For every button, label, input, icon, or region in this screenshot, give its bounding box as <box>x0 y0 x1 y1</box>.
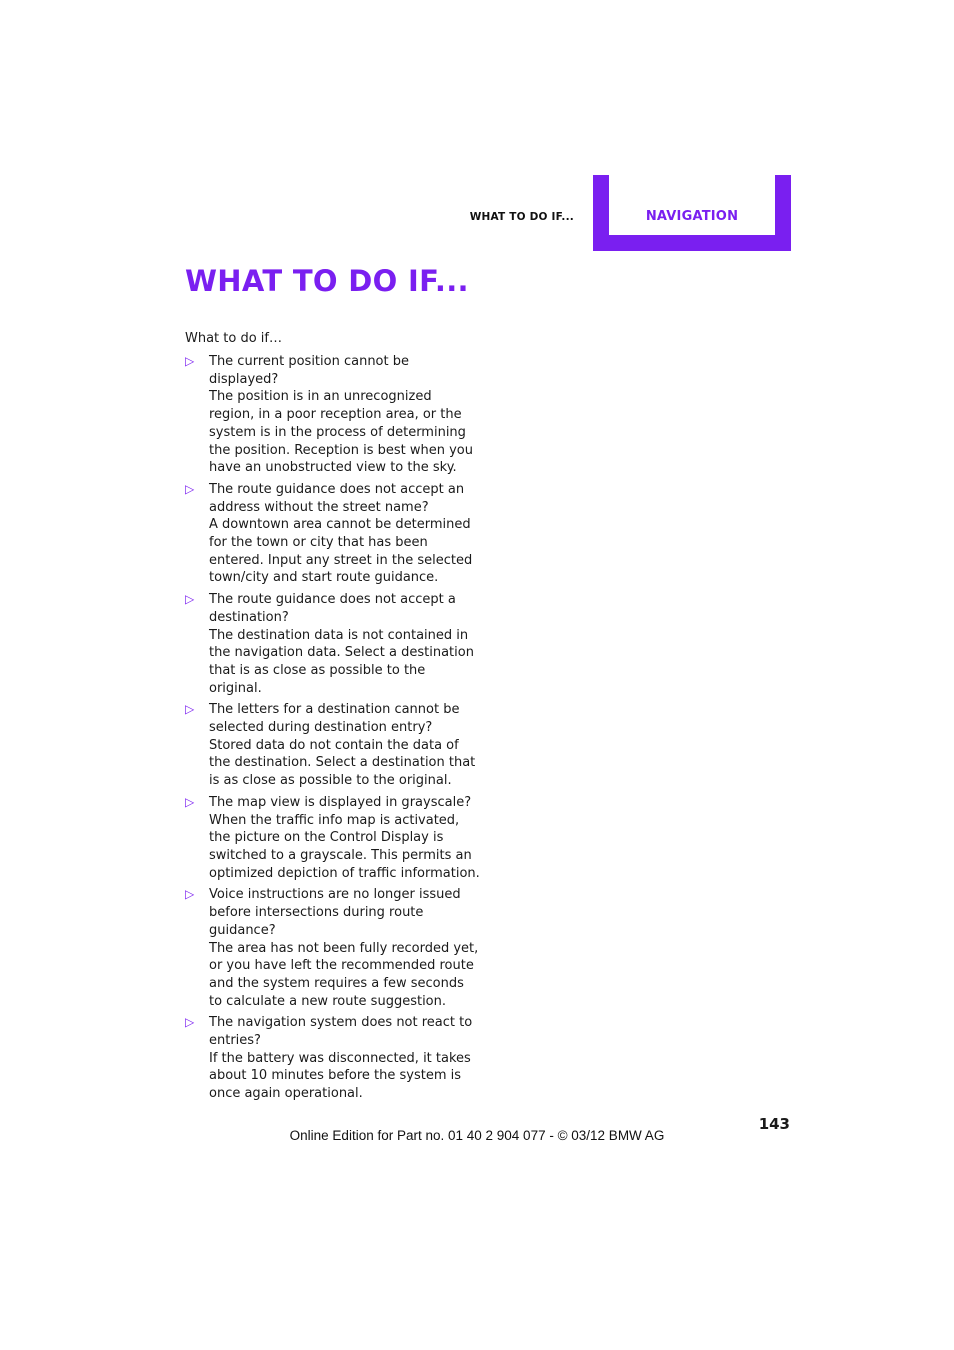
faq-answer: Stored data do not contain the data of the destination. Select a destination that is as close as possible to the original. <box>209 737 476 789</box>
bullet-triangle-icon: ▷ <box>185 887 195 902</box>
footer-edition-note: Online Edition for Part no. 01 40 2 904 077 - © 03/12 BMW AG <box>289 1128 665 1143</box>
faq-question: The route guidance does not accept a destination? <box>209 592 456 625</box>
bullet-triangle-icon: ▷ <box>185 1015 195 1030</box>
list-item <box>185 1014 480 1103</box>
faq-question: The map view is displayed in grayscale? <box>209 794 472 810</box>
bullet-triangle-icon: ▷ <box>185 354 195 368</box>
list-item <box>185 353 480 477</box>
faq-answer: The area has not been fully recorded yet, or you have left the recommended route and the system requires a few seconds to calculate a new route suggestion. <box>209 940 479 1009</box>
list-item <box>185 794 480 883</box>
faq-question: The current position cannot be displayed? <box>209 354 409 387</box>
list-item <box>185 591 480 697</box>
list-item <box>185 481 480 587</box>
faq-question: The route guidance does not accept an address without the street name? <box>209 481 465 515</box>
list-item <box>185 886 480 1010</box>
chapter-tab-label: NAVIGATION <box>645 209 739 224</box>
faq-question: Voice instructions are no longer issued before intersections during route guidance? <box>209 887 461 938</box>
list-item <box>185 701 480 790</box>
faq-answer: A downtown area cannot be determined for the town or city that has been entered. Input any street in the selected town/city and start route guidance. <box>209 517 473 586</box>
bullet-triangle-icon: ▷ <box>185 702 195 717</box>
bullet-triangle-icon: ▷ <box>185 592 195 607</box>
faq-list <box>185 353 480 1107</box>
running-header: WHAT TO DO IF... <box>469 211 574 223</box>
faq-answer: When the traffic info map is activated, the picture on the Control Display is switched to a grayscale. This permits an optimized depiction of traffic information. <box>209 812 480 881</box>
chapter-tab-inner <box>609 175 775 235</box>
page-title: WHAT TO DO IF... <box>185 264 469 298</box>
faq-question: The letters for a destination cannot be selected during destination entry? <box>209 702 460 736</box>
intro-text: What to do if… <box>185 331 282 346</box>
faq-answer: If the battery was disconnected, it takes about 10 minutes before the system is once again operational. <box>209 1050 471 1102</box>
chapter-tab <box>593 175 791 251</box>
page-number: 143 <box>758 1115 790 1133</box>
bullet-triangle-icon: ▷ <box>185 794 195 809</box>
faq-answer: The destination data is not contained in the navigation data. Select a destination that is as close as possible to the original. <box>209 627 474 696</box>
bullet-triangle-icon: ▷ <box>185 481 195 496</box>
faq-answer: The position is in an unrecognized region, in a poor reception area, or the system is in the process of determining the position. Reception is best when you have an unobstructed view to the sky. <box>209 389 473 476</box>
faq-question: The navigation system does not react to entries? <box>209 1015 473 1049</box>
